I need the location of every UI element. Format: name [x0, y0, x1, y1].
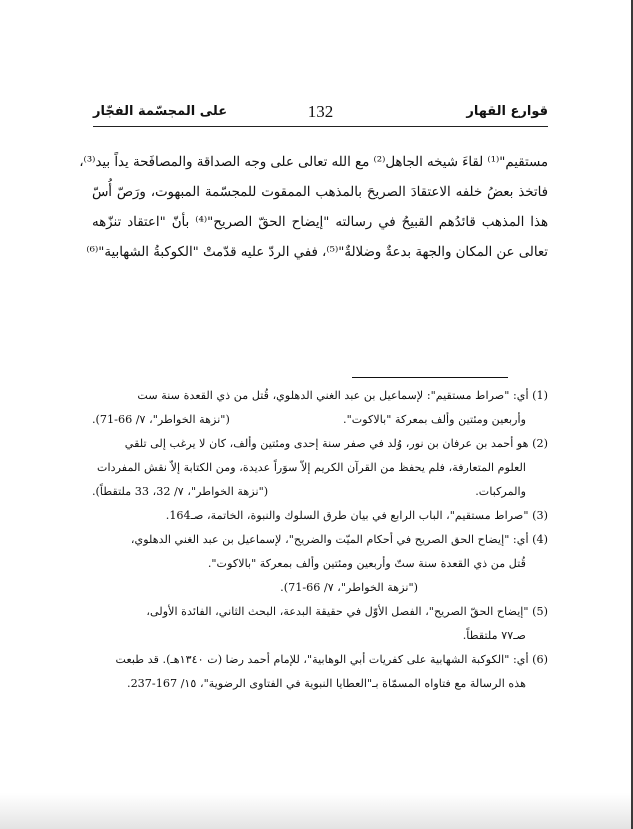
footnote-line: (5) "إيضاح الحقّ الصريح"، الفصل الأوّل في حقيقة البدعة، البحث الثاني، الفائدة الأولى،	[146, 605, 548, 618]
section-title: على المجسّمة الفجّار	[93, 104, 228, 119]
page-bottom-shadow	[0, 793, 631, 829]
footnote-reference: ("نزهة الخواطر"، ٧/ 66-71).	[92, 413, 230, 426]
footnote-separator	[352, 377, 508, 378]
footnote-line: (4) أي: "إيضاح الحق الصريح في أحكام الميّت والضريح"، لإسماعيل بن عبد الغني الدهلوي،	[130, 533, 548, 546]
body-paragraph	[79, 148, 548, 268]
footnote-line: العلوم المتعارفة، فلم يحفظ من القرآن الكريم إلاّ سوَراً عديدة، ومن الكتابة إلاّ نقش المفردات	[97, 461, 526, 474]
footnote-line: (6) أي: "الكوكبة الشهابية على كفريات أبي الوهابية"، للإمام أحمد رضا (ت ١٣٤٠هـ). قد طبعت	[115, 653, 548, 666]
book-title: قوارع القهار	[466, 104, 548, 119]
footnote-4	[92, 528, 548, 600]
footnote-line: قُتل من ذي القعدة سنة ستّ وأربعين ومئتين وألف بمعركة "بالاكوت".	[207, 557, 526, 570]
footnote-line: ("نزهة الخواطر"، ٧/ 66-71).	[280, 581, 418, 594]
footnote-2	[92, 432, 548, 504]
footnotes	[92, 384, 548, 696]
body-line: هذا المذهب قائدُهم القبيحُ في رسالته "إيضاح الحقّ الصريح"⁽⁴⁾ بأنّ "اعتقاد تنزّهه	[92, 215, 548, 230]
footnote-reference: ("نزهة الخواطر"، ٧/ 32، 33 ملتقطاً).	[92, 485, 269, 498]
footnote-6	[92, 648, 548, 696]
footnote-5	[92, 600, 548, 648]
footnote-line	[92, 408, 548, 432]
body-line: فاتخذ بعضُ خلفه الاعتقادَ الصريحَ بالمذهب الممقوت للمجسّمة المبهوت، ورَصّ أُسّ	[92, 185, 548, 200]
footnote-line: (3) "صراط مستقيم"، الباب الرابع في بيان طرق السلوك والنبوة، الخاتمة، صـ164.	[165, 509, 548, 522]
body-line: مستقيم"⁽¹⁾ لقاءَ شيخه الجاهل⁽²⁾ مع الله تعالى على وجه الصداقة والمصافَحة يداً بيد⁽³⁾،	[79, 155, 548, 170]
footnote-line: صـ٧٧ ملتقطاً.	[462, 629, 526, 642]
footnote-line: هذه الرسالة مع فتاواه المسمّاة بـ"العطايا النبوية في الفتاوى الرضوية"، ١٥/ 167-237.	[127, 677, 526, 690]
footnote-line: (1) أي: "صراط مستقيم": لإسماعيل بن عبد الغني الدهلوي، قُتل من ذي القعدة سنة ست	[137, 389, 548, 402]
page-number: 132	[307, 102, 334, 121]
footnote-3	[92, 504, 548, 528]
footnote-1	[92, 384, 548, 432]
footnote-text: والمركبات.	[475, 485, 526, 498]
footnote-line: (2) هو أحمد بن عرفان بن نور، وُلد في صفر سنة إحدى ومئتين وألف، كان لا يرغب إلى تلقي	[124, 437, 548, 450]
running-header	[93, 100, 548, 127]
footnote-line	[92, 480, 548, 504]
body-line: تعالى عن المكان والجهة بدعةٌ وضلالةٌ"⁽⁵⁾، ففي الردّ عليه قدّمتْ "الكوكبةُ الشهابية"⁽⁶⁾	[86, 245, 548, 260]
footnote-text: وأربعين ومئتين وألف بمعركة "بالاكوت".	[343, 413, 526, 426]
